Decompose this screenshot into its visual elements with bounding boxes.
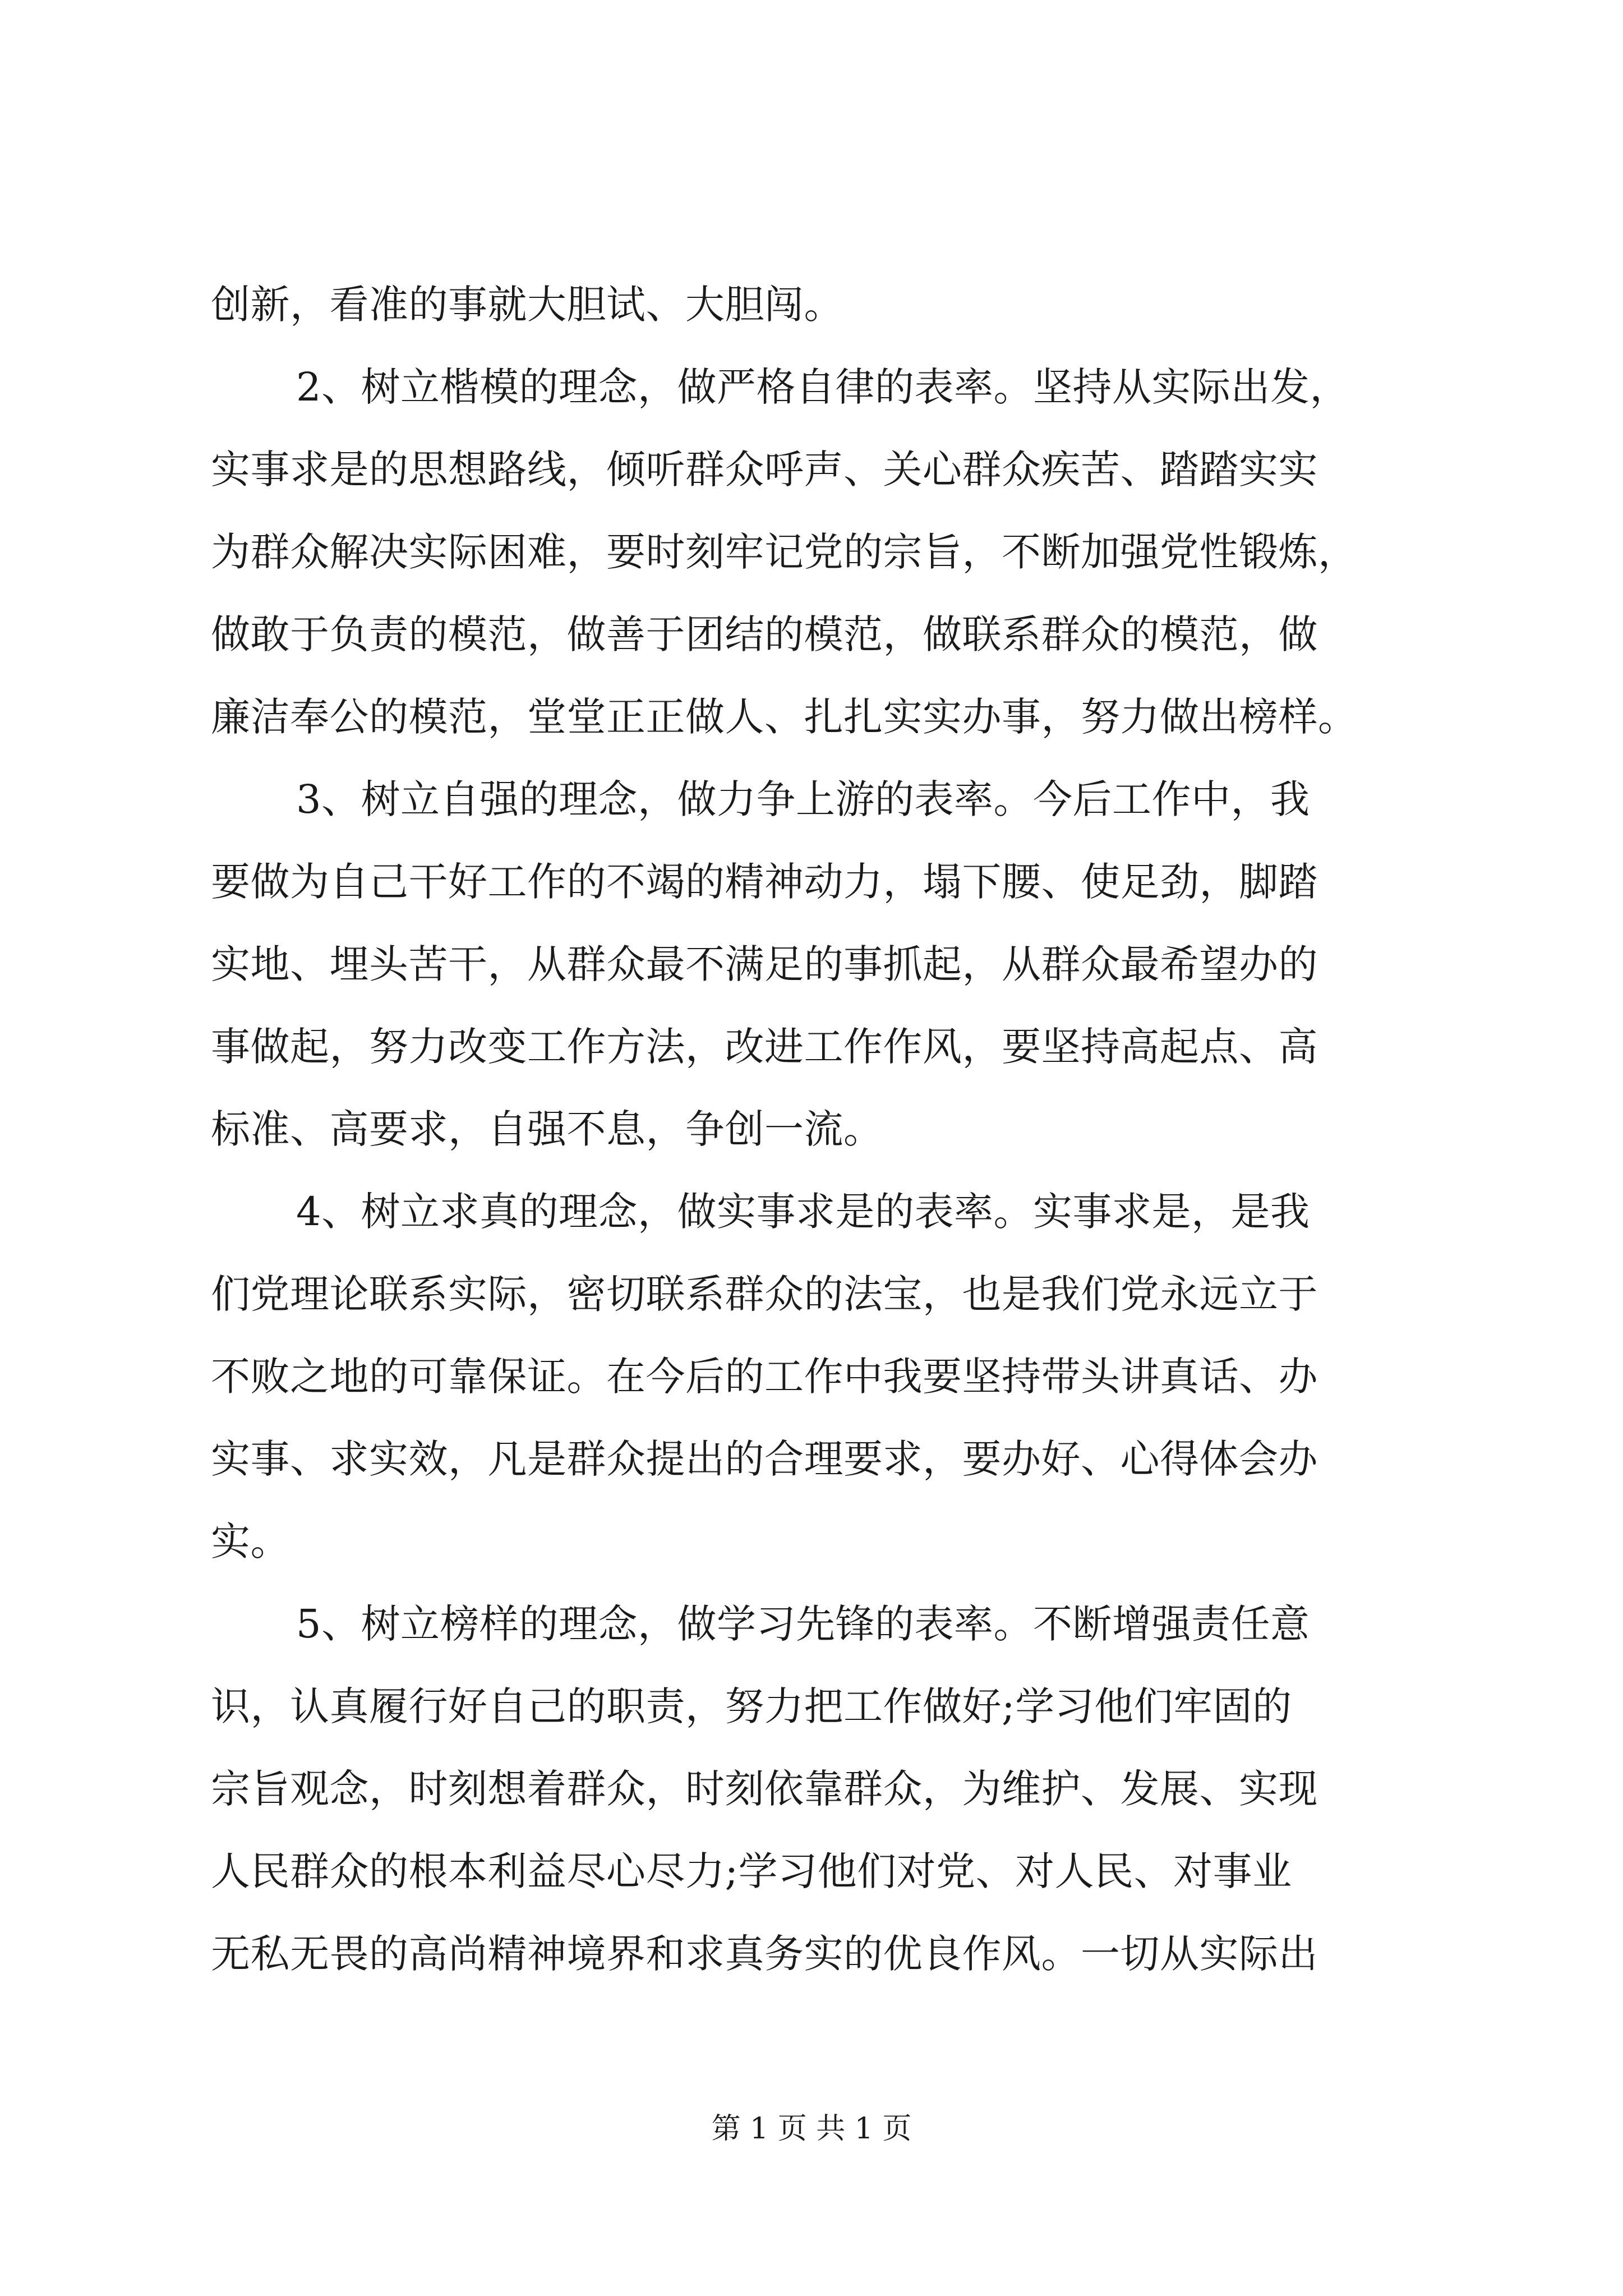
paragraph-5-start: 5、树立榜样的理念，做学习先锋的表率。不断增强责任意 — [296, 1601, 1310, 1647]
text-line: 事做起，努力改变工作方法，改进工作作风，要坚持高起点、高 — [211, 1024, 1318, 1070]
text-line: 实地、埋头苦干，从群众最不满足的事抓起，从群众最希望办的 — [211, 941, 1318, 987]
paragraph-2-start: 2、树立楷模的理念，做严格自律的表率。坚持从实际出发， — [296, 364, 1350, 410]
text-line: 实。 — [211, 1519, 290, 1565]
text-line: 无私无畏的高尚精神境界和求真务实的优良作风。一切从实际出 — [211, 1931, 1318, 1977]
paragraph-3-start: 3、树立自强的理念，做力争上游的表率。今后工作中，我 — [296, 776, 1310, 822]
text-line: 不败之地的可靠保证。在今后的工作中我要坚持带头讲真话、办 — [211, 1354, 1318, 1400]
page-number-footer: 第 1 页 共 1 页 — [711, 2112, 912, 2146]
text-line: 们党理论联系实际，密切联系群众的法宝，也是我们党永远立于 — [211, 1271, 1318, 1317]
text-line: 人民群众的根本利益尽心尽力;学习他们对党、对人民、对事业 — [211, 1848, 1292, 1894]
text-line: 廉洁奉公的模范，堂堂正正做人、扎扎实实办事，努力做出榜样。 — [211, 694, 1358, 740]
text-line: 宗旨观念，时刻想着群众，时刻依靠群众，为维护、发展、实现 — [211, 1766, 1318, 1812]
text-line: 标准、高要求，自强不息，争创一流。 — [211, 1106, 883, 1152]
text-line: 为群众解决实际困难，要时刻牢记党的宗旨，不断加强党性锻炼， — [211, 529, 1358, 575]
text-line: 要做为自己干好工作的不竭的精神动力，塌下腰、使足劲，脚踏 — [211, 859, 1318, 905]
paragraph-4-start: 4、树立求真的理念，做实事求是的表率。实事求是，是我 — [296, 1189, 1310, 1235]
text-line: 创新，看准的事就大胆试、大胆闯。 — [211, 282, 843, 328]
text-line: 做敢于负责的模范，做善于团结的模范，做联系群众的模范，做 — [211, 611, 1318, 657]
text-line: 识，认真履行好自己的职责，努力把工作做好;学习他们牢固的 — [211, 1683, 1292, 1729]
document-body — [211, 264, 1417, 1995]
text-line: 实事、求实效，凡是群众提出的合理要求，要办好、心得体会办 — [211, 1436, 1318, 1482]
text-line: 实事求是的思想路线，倾听群众呼声、关心群众疾苦、踏踏实实 — [211, 447, 1318, 493]
